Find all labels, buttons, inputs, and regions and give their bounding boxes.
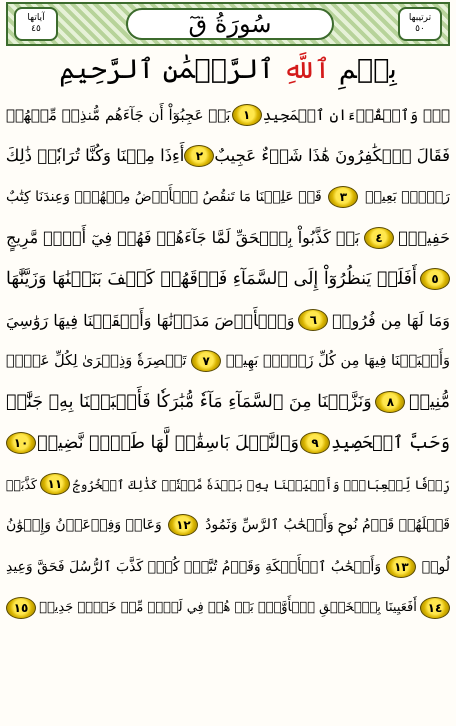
ayah-number-marker: ١١ bbox=[40, 473, 70, 495]
basmala-allah: ٱللَّهِ bbox=[282, 53, 331, 85]
verse-text: قَدۡ عَلِمۡنَا مَا تَنقُصُ ٱلۡأَرۡضُ مِنۡهُمۡۖ وَعِندَنَا كِتَٰبٌ bbox=[6, 188, 322, 205]
verse-text: أَفَعَيِينَا بِٱلۡخَلۡقِ ٱلۡأَوَّلِۚ بَلۡ هُمۡ فِي لَبۡسٖ مِّنۡ خَلۡقٖ جَدِيدٖ bbox=[39, 600, 417, 616]
verse-text: بَلۡ عَجِبُوٓاْ أَن جَآءَهُم مُّنذِرٞ مِّنۡهُمۡ bbox=[6, 105, 231, 124]
ayah-number-marker: ١ bbox=[232, 104, 262, 126]
basmala bbox=[0, 48, 456, 90]
verse-text: رَجۡعُۢ بَعِيدٞ bbox=[365, 188, 450, 205]
ayah-number-marker: ٢ bbox=[184, 145, 214, 167]
verse-text: تَبۡصِرَةٗ وَذِكۡرَىٰ لِكُلِّ عَبۡدٖ bbox=[6, 353, 187, 370]
ayah-number-marker: ١٤ bbox=[420, 597, 450, 619]
verse-line bbox=[6, 299, 450, 340]
ayah-number-marker: ٧ bbox=[191, 350, 221, 372]
verse-text: وَعَادٞ وَفِرۡعَوۡنُ وَإِخۡوَٰنُ bbox=[6, 517, 162, 534]
ayah-number-marker: ١٠ bbox=[6, 432, 36, 454]
verse-line bbox=[6, 382, 450, 423]
verse-line bbox=[6, 464, 450, 505]
surah-order-label: ترتيبها bbox=[408, 13, 432, 23]
ayah-number-marker: ٤ bbox=[364, 227, 394, 249]
ayah-number-marker: ٩ bbox=[300, 432, 330, 454]
verse-text: أَءِذَا مِتۡنَا وَكُنَّا تُرَابٗاۖ ذَٰلِكَ bbox=[6, 146, 185, 166]
basmala-rahman-rahim: ٱلرَّحۡمَٰنِ ٱلرَّحِيمِ bbox=[59, 53, 275, 85]
ayah-number-marker: ٨ bbox=[375, 391, 405, 413]
ayah-count-number: ٤٥ bbox=[31, 24, 41, 34]
verse-text: فَقَالَ ٱلۡكَٰفِرُونَ هَٰذَا شَيۡءٌ عَجِيبٌ bbox=[214, 146, 450, 166]
verse-text: وَأَصۡحَٰبُ ٱلۡأَيۡكَةِ وَقَوۡمُ تُبَّعٖۚ كُلّٞ كَذَّبَ ٱلرُّسُلَ فَحَقَّ وَعِيدِ bbox=[6, 558, 382, 575]
verse-text: وَأَنۢبَتۡنَا فِيهَا مِن كُلِّ زَوۡجِۭ بَهِيجٖ bbox=[225, 353, 450, 370]
verse-text: وَمَا لَهَا مِن فُرُوجٖ bbox=[332, 310, 450, 330]
surah-header-band bbox=[6, 2, 450, 46]
verse-lines bbox=[6, 94, 450, 628]
ayah-number-marker: ٦ bbox=[298, 309, 328, 331]
verse-text: وَٱلۡأَرۡضَ مَدَدۡنَٰهَا وَأَلۡقَيۡنَا فِيهَا رَوَٰسِيَ bbox=[6, 310, 295, 330]
verse-line bbox=[6, 423, 450, 464]
surah-order-number: ٥٠ bbox=[415, 24, 425, 34]
verse-line bbox=[6, 135, 450, 176]
ayah-number-marker: ٣ bbox=[328, 186, 358, 208]
surah-title-cartouche bbox=[126, 8, 334, 40]
verse-text: بَلۡ كَذَّبُواْ بِٱلۡحَقِّ لَمَّا جَآءَهُمۡ فَهُمۡ فِيٓ أَمۡرٖ مَّرِيجٍ bbox=[6, 228, 360, 248]
verse-text: قٓۚ وَٱلۡقُرۡءَانِ ٱلۡمَجِيدِ bbox=[262, 105, 450, 124]
verse-text: مُّنِيبٖ bbox=[409, 392, 450, 413]
verse-text: قَبۡلَهُمۡ قَوۡمُ نُوحٖ وَأَصۡحَٰبُ ٱلرَّسِّ وَثَمُودُ bbox=[205, 517, 450, 534]
verse-line bbox=[6, 258, 450, 299]
verse-text: رِّزۡقٗا لِّلۡعِبَادِۖ وَأَحۡيَيۡنَا بِهِۦ بَلۡدَةٗ مَّيۡتٗاۚ كَذَٰلِكَ ٱلۡخُرُوجُ bbox=[72, 476, 450, 492]
verse-text: حَفِيظُۢ bbox=[398, 228, 450, 248]
ayah-count-label: آياتها bbox=[27, 13, 45, 23]
verse-line bbox=[6, 546, 450, 587]
verse-text: أَفَلَمۡ يَنظُرُوٓاْ إِلَى ٱلسَّمَآءِ فَوۡقَهُمۡ كَيۡفَ بَنَيۡنَٰهَا وَزَيَّنَّٰهَا bbox=[6, 268, 417, 289]
verse-text: وَحَبَّ ٱلۡحَصِيدِ bbox=[331, 433, 450, 454]
ayah-number-marker: ٥ bbox=[420, 268, 450, 290]
ayah-count-medallion bbox=[14, 7, 58, 41]
ayah-number-marker: ١٣ bbox=[386, 556, 416, 578]
ayah-number-marker: ١٥ bbox=[6, 597, 36, 619]
verse-text: وَنَزَّلۡنَا مِنَ ٱلسَّمَآءِ مَآءٗ مُّبَٰرَكٗا فَأَنۢبَتۡنَا بِهِۦ جَنَّٰتٖ bbox=[6, 392, 372, 413]
surah-title: سُورَةُ قٓ bbox=[188, 10, 272, 38]
verse-text: وَٱلنَّخۡلَ بَاسِقَٰتٖ لَّهَا طَلۡعٞ نَّضِيدٞ bbox=[37, 433, 299, 454]
verse-line bbox=[6, 505, 450, 546]
surah-order-medallion bbox=[398, 7, 442, 41]
verse-line bbox=[6, 176, 450, 217]
verse-line bbox=[6, 217, 450, 258]
verse-text: كَذَّبَتۡ bbox=[6, 476, 37, 492]
verse-line bbox=[6, 341, 450, 382]
verse-line bbox=[6, 587, 450, 628]
ayah-number-marker: ١٢ bbox=[168, 514, 198, 536]
basmala-bism: بِسۡمِ bbox=[338, 53, 397, 85]
verse-text: لُوطٖ bbox=[421, 558, 450, 575]
verse-line bbox=[6, 94, 450, 135]
